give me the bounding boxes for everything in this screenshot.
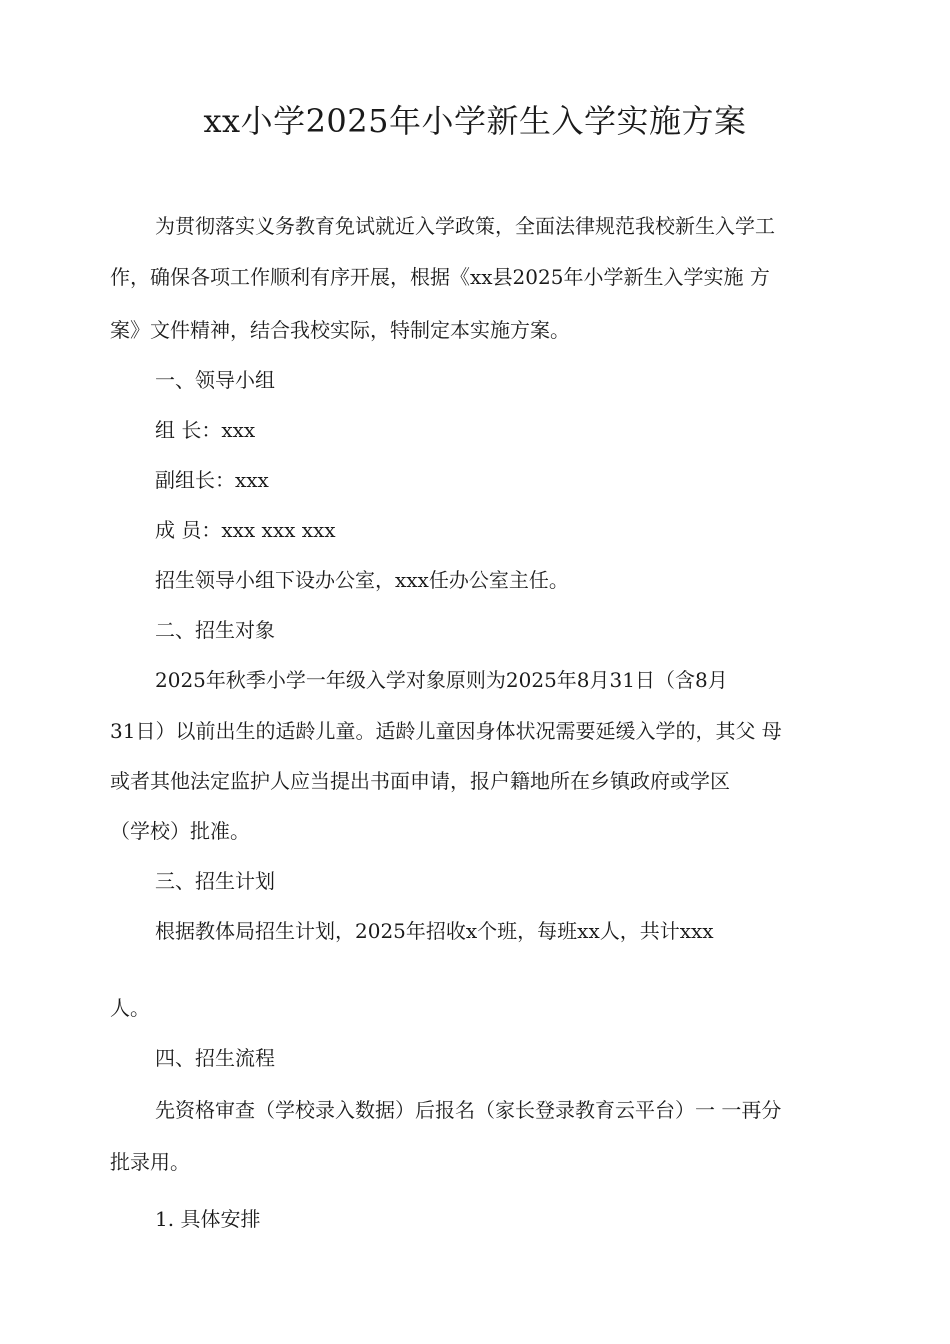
deputy-leader-line: 副组长：xxx (155, 468, 269, 492)
members-line: 成 员：xxx xxx xxx (155, 518, 336, 542)
office-line: 招生领导小组下设办公室，xxx任办公室主任。 (155, 568, 569, 592)
section-heading-enrollment-plan: 三、招生计划 (155, 869, 275, 893)
leader-line: 组 长：xxx (155, 418, 256, 442)
paragraph-line: 根据教体局招生计划，2025年招收x个班，每班xx人，共计xxx (155, 919, 714, 943)
paragraph-line: 作，确保各项工作顺利有序开展，根据《xx县2025年小学新生入学实施 方 (110, 265, 770, 289)
paragraph-line: （学校）批准。 (110, 819, 250, 843)
subsection-heading-schedule: 1. 具体安排 (155, 1207, 261, 1231)
paragraph-line: 或者其他法定监护人应当提出书面申请，报户籍地所在乡镇政府或学区 (110, 769, 730, 793)
section-heading-enrollment-process: 四、招生流程 (155, 1046, 275, 1070)
paragraph-line: 为贯彻落实义务教育免试就近入学政策，全面法律规范我校新生入学工 (155, 214, 775, 238)
paragraph-line: 案》文件精神，结合我校实际，特制定本实施方案。 (110, 318, 570, 342)
paragraph-line: 2025年秋季小学一年级入学对象原则为2025年8月31日（含8月 (155, 668, 728, 692)
section-heading-enrollment-target: 二、招生对象 (155, 618, 275, 642)
paragraph-line: 人。 (110, 996, 150, 1020)
document-title: xx小学2025年小学新生入学实施方案 (203, 102, 747, 140)
paragraph-line: 先资格审查（学校录入数据）后报名（家长登录教育云平台）一 一再分 (155, 1098, 782, 1122)
paragraph-line: 批录用。 (110, 1150, 190, 1174)
paragraph-line: 31日）以前出生的适龄儿童。适龄儿童因身体状况需要延缓入学的，其父 母 (110, 719, 782, 743)
section-heading-leadership: 一、领导小组 (155, 368, 275, 392)
